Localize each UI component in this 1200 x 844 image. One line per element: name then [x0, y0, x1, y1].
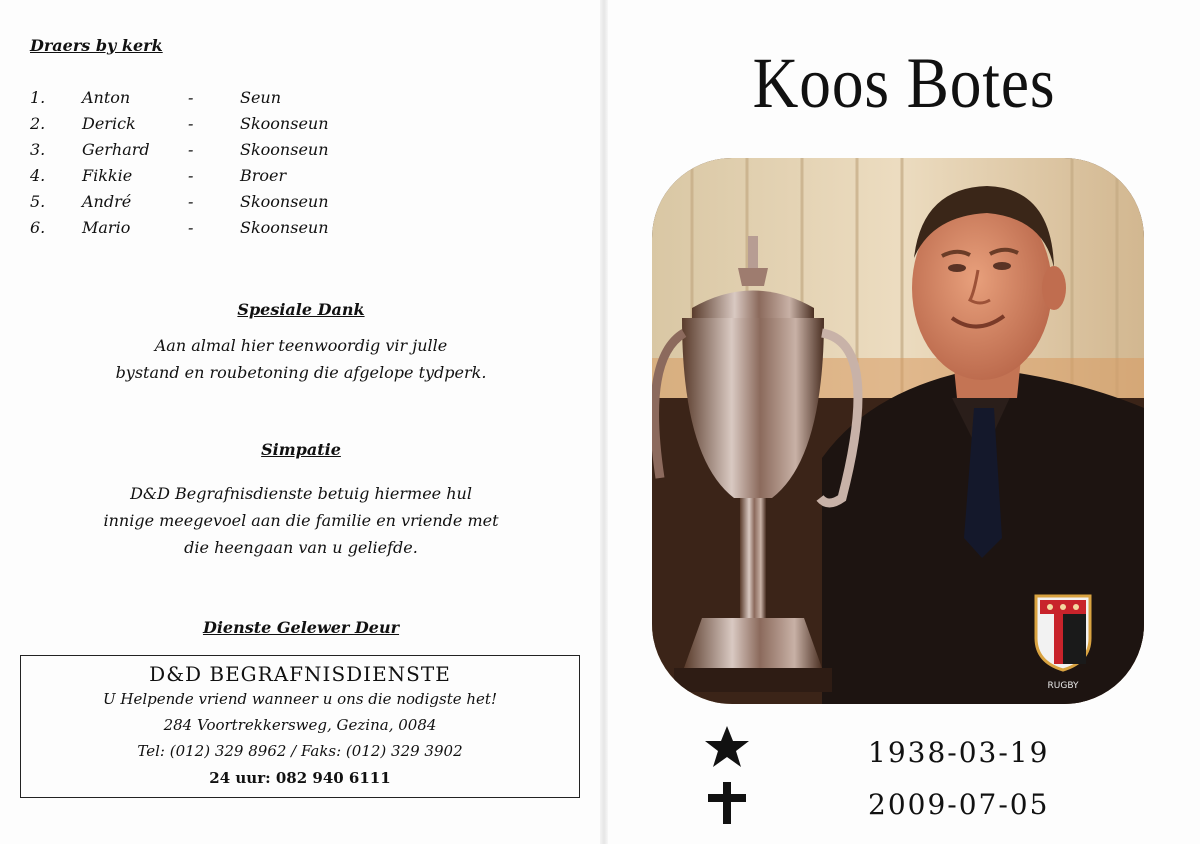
- list-item: [30, 88, 350, 114]
- item-number: 4.: [30, 166, 46, 185]
- item-dash: -: [188, 192, 194, 211]
- item-number: 1.: [30, 88, 46, 107]
- birth-date: 1938-03-19: [868, 736, 1050, 769]
- list-item: [30, 114, 350, 140]
- thanks-title: Spesiale Dank: [237, 300, 365, 319]
- item-name: Mario: [82, 218, 131, 237]
- company-name: D&D BEGRAFNISDIENSTE: [149, 662, 451, 686]
- sympathy-text: [40, 480, 562, 561]
- item-dash: -: [188, 166, 194, 185]
- company-hours: 24 uur: 082 940 6111: [209, 769, 391, 787]
- item-name: André: [82, 192, 132, 211]
- list-item: [30, 192, 350, 218]
- item-number: 3.: [30, 140, 46, 159]
- thanks-line-1: Aan almal hier teenwoordig vir julle: [154, 336, 448, 355]
- thanks-text: [40, 332, 562, 386]
- item-relation: Skoonseun: [240, 114, 329, 133]
- list-item: [30, 218, 350, 244]
- sympathy-line-3: die heengaan van u geliefde.: [184, 538, 418, 557]
- item-relation: Skoonseun: [240, 140, 329, 159]
- item-number: 6.: [30, 218, 46, 237]
- item-dash: -: [188, 218, 194, 237]
- item-number: 2.: [30, 114, 46, 133]
- item-relation: Skoonseun: [240, 192, 329, 211]
- list-item: [30, 140, 350, 166]
- item-name: Gerhard: [82, 140, 150, 159]
- right-page: [608, 0, 1200, 844]
- deceased-name: Koos Botes: [752, 43, 1056, 123]
- badge-text: RUGBY: [1047, 681, 1079, 691]
- sympathy-line-1: D&D Begrafnisdienste betuig hiermee hul: [130, 484, 472, 503]
- bearers-title: Draers by kerk: [30, 36, 163, 55]
- sympathy-line-2: innige meegevoel aan die familie en vriende met: [103, 511, 499, 530]
- item-name: Derick: [82, 114, 136, 133]
- item-relation: Broer: [240, 166, 287, 185]
- services-title: Dienste Gelewer Deur: [202, 618, 400, 637]
- portrait-illustration: [652, 158, 1144, 704]
- thanks-line-2: bystand en roubetoning die afgelope tydperk.: [115, 363, 487, 382]
- company-phone: Tel: (012) 329 8962 / Faks: (012) 329 3902: [137, 742, 463, 760]
- item-dash: -: [188, 88, 194, 107]
- company-address: 284 Voortrekkersweg, Gezina, 0084: [163, 716, 437, 734]
- item-dash: -: [188, 140, 194, 159]
- sympathy-title: Simpatie: [261, 440, 341, 459]
- item-relation: Seun: [240, 88, 282, 107]
- company-slogan: U Helpende vriend wanneer u ons die nodigste het!: [103, 690, 497, 708]
- funeral-home-box: [20, 655, 580, 798]
- cross-icon: [704, 780, 750, 826]
- bearers-list: [30, 88, 350, 244]
- list-item: [30, 166, 350, 192]
- item-number: 5.: [30, 192, 46, 211]
- death-date: 2009-07-05: [868, 788, 1050, 821]
- item-dash: -: [188, 114, 194, 133]
- page-fold: [600, 0, 608, 844]
- portrait-photo: [652, 158, 1144, 704]
- item-name: Anton: [82, 88, 131, 107]
- item-relation: Skoonseun: [240, 218, 329, 237]
- star-icon: [704, 724, 750, 770]
- item-name: Fikkie: [82, 166, 133, 185]
